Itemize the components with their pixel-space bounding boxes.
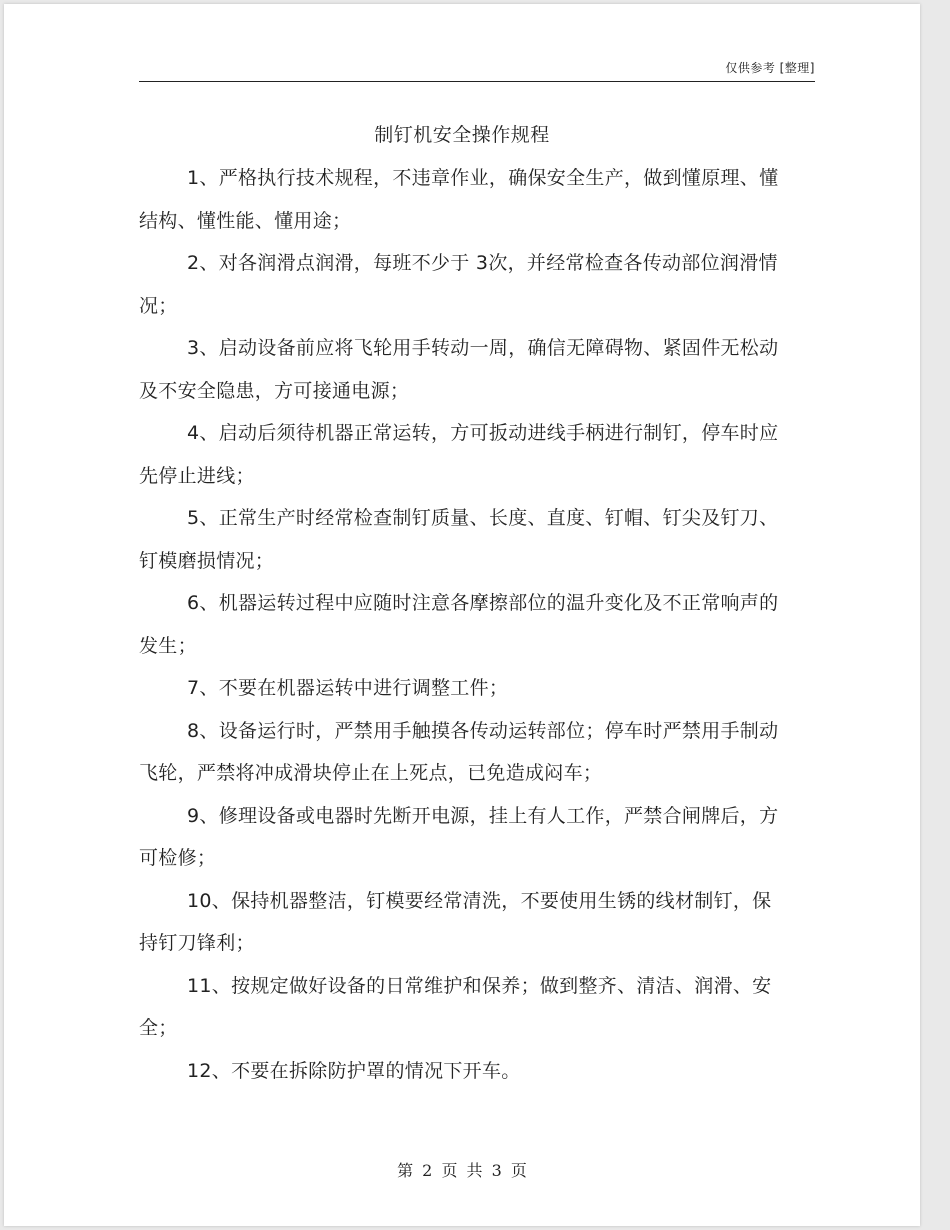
page-number: 第 2 页 共 3 页 bbox=[397, 1161, 527, 1180]
page-header bbox=[139, 59, 815, 82]
document-body bbox=[139, 157, 779, 1092]
rule-paragraph-9: 9、修理设备或电器时先断开电源，挂上有人工作，严禁合闸牌后，方可检修； bbox=[139, 804, 779, 869]
rule-paragraph-1: 1、严格执行技术规程，不违章作业，确保安全生产，做到懂原理、懂结构、懂性能、懂用途； bbox=[139, 167, 779, 232]
rule-paragraph-11: 11、按规定做好设备的日常维护和保养；做到整齐、清洁、润滑、安全； bbox=[139, 974, 772, 1039]
rule-paragraph-12: 12、不要在拆除防护罩的情况下开车。 bbox=[187, 1059, 521, 1082]
rule-paragraph-7: 7、不要在机器运转中进行调整工件； bbox=[187, 677, 509, 699]
rule-paragraph-10: 10、保持机器整洁，钉模要经常清洗，不要使用生锈的线材制钉，保持钉刀锋利； bbox=[139, 889, 772, 954]
rule-paragraph-4: 4、启动后须待机器正常运转，方可扳动进线手柄进行制钉，停车时应先停止进线； bbox=[139, 422, 779, 487]
document-title: 制钉机安全操作规程 bbox=[374, 124, 550, 146]
rule-paragraph-5: 5、正常生产时经常检查制钉质量、长度、直度、钉帽、钉尖及钉刀、钉模磨损情况； bbox=[139, 507, 779, 572]
rule-paragraph-6: 6、机器运转过程中应随时注意各摩擦部位的温升变化及不正常响声的发生； bbox=[139, 592, 779, 657]
rule-paragraph-3: 3、启动设备前应将飞轮用手转动一周，确信无障碍物、紧固件无松动及不安全隐患，方可接通电源； bbox=[139, 337, 779, 402]
header-note: 仅供参考 [整理] bbox=[725, 61, 815, 75]
rule-paragraph-2: 2、对各润滑点润滑，每班不少于 3次，并经常检查各传动部位润滑情况； bbox=[139, 252, 778, 317]
rule-paragraph-8: 8、设备运行时，严禁用手触摸各传动运转部位；停车时严禁用手制动飞轮，严禁将冲成滑块停止在上死点，已免造成闷车； bbox=[139, 719, 779, 784]
document-page bbox=[4, 4, 920, 1226]
